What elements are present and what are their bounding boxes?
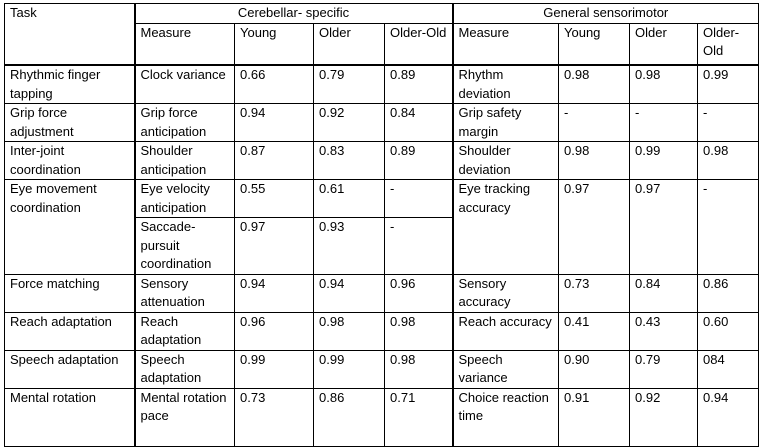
table-row — [5, 388, 759, 446]
cb-young-cell: 0.73 — [235, 388, 314, 446]
cb-older-old-cell: 0.84 — [385, 104, 453, 142]
table-row — [5, 350, 759, 388]
gs-older-old-cell: 0.98 — [698, 142, 759, 180]
gs-young-cell: 0.73 — [559, 274, 630, 312]
gs-older-old-header: Older-Old — [698, 23, 759, 65]
cb-young-cell: 0.97 — [235, 218, 314, 275]
cb-measure-cell: Grip force anticipation — [135, 104, 235, 142]
cb-young-cell: 0.96 — [235, 312, 314, 350]
gs-older-cell: 0.79 — [630, 350, 698, 388]
gs-measure-cell: Choice reaction time — [453, 388, 559, 446]
cb-young-cell: 0.55 — [235, 180, 314, 218]
gs-measure-cell: Grip safety margin — [453, 104, 559, 142]
gs-older-old-cell: 084 — [698, 350, 759, 388]
cb-older-old-cell: 0.89 — [385, 65, 453, 104]
gs-older-cell: - — [630, 104, 698, 142]
cb-young-header: Young — [235, 23, 314, 65]
gs-young-header: Young — [559, 23, 630, 65]
cb-measure-cell: Speech adaptation — [135, 350, 235, 388]
gs-older-cell: 0.99 — [630, 142, 698, 180]
gs-measure-cell: Reach accuracy — [453, 312, 559, 350]
cb-older-cell: 0.83 — [314, 142, 385, 180]
gs-older-old-cell: 0.86 — [698, 274, 759, 312]
cb-measure-cell: Clock variance — [135, 65, 235, 104]
task-cell: Rhythmic finger tapping — [5, 65, 135, 104]
cb-young-cell: 0.66 — [235, 65, 314, 104]
cb-measure-cell: Saccade-pursuit coordination — [135, 218, 235, 275]
cb-older-old-cell: 0.96 — [385, 274, 453, 312]
cb-young-cell: 0.94 — [235, 104, 314, 142]
task-cell: Inter-joint coordination — [5, 142, 135, 180]
gs-young-cell: 0.98 — [559, 142, 630, 180]
gs-older-cell: 0.43 — [630, 312, 698, 350]
cb-older-old-cell: - — [385, 180, 453, 218]
table-row — [5, 65, 759, 104]
task-cell: Speech adaptation — [5, 350, 135, 388]
gs-young-cell: 0.97 — [559, 180, 630, 275]
cb-older-cell: 0.61 — [314, 180, 385, 218]
gs-young-cell: 0.91 — [559, 388, 630, 446]
cb-older-old-cell: 0.98 — [385, 312, 453, 350]
cb-older-old-cell: 0.89 — [385, 142, 453, 180]
cb-young-cell: 0.99 — [235, 350, 314, 388]
gs-older-old-cell: 0.94 — [698, 388, 759, 446]
cb-measure-cell: Eye velocity anticipation — [135, 180, 235, 218]
gs-older-old-cell: 0.60 — [698, 312, 759, 350]
gs-older-cell: 0.97 — [630, 180, 698, 275]
cb-young-cell: 0.87 — [235, 142, 314, 180]
gs-young-cell: 0.41 — [559, 312, 630, 350]
task-cell: Force matching — [5, 274, 135, 312]
cb-older-cell: 0.93 — [314, 218, 385, 275]
task-cell: Reach adaptation — [5, 312, 135, 350]
cerebellar-group-header: Cerebellar- specific — [135, 4, 453, 24]
cb-older-cell: 0.79 — [314, 65, 385, 104]
cb-older-cell: 0.99 — [314, 350, 385, 388]
task-cell: Mental rotation — [5, 388, 135, 446]
general-group-header: General sensorimotor — [453, 4, 759, 24]
cb-measure-cell: Shoulder anticipation — [135, 142, 235, 180]
cb-older-old-cell: 0.98 — [385, 350, 453, 388]
cb-older-header: Older — [314, 23, 385, 65]
cb-measure-header: Measure — [135, 23, 235, 65]
gs-older-cell: 0.98 — [630, 65, 698, 104]
cb-measure-cell: Mental rotation pace — [135, 388, 235, 446]
results-table — [4, 3, 759, 447]
cb-young-cell: 0.94 — [235, 274, 314, 312]
gs-young-cell: - — [559, 104, 630, 142]
task-cell: Grip force adjustment — [5, 104, 135, 142]
gs-measure-cell: Sensory accuracy — [453, 274, 559, 312]
gs-older-cell: 0.84 — [630, 274, 698, 312]
table-row — [5, 274, 759, 312]
cb-older-old-header: Older-Old — [385, 23, 453, 65]
gs-older-old-cell: - — [698, 104, 759, 142]
gs-older-header: Older — [630, 23, 698, 65]
task-header: Task — [5, 4, 135, 24]
task-header-spacer — [5, 23, 135, 65]
gs-measure-cell: Shoulder deviation — [453, 142, 559, 180]
gs-young-cell: 0.98 — [559, 65, 630, 104]
cb-older-old-cell: - — [385, 218, 453, 275]
cb-older-cell: 0.86 — [314, 388, 385, 446]
cb-older-cell: 0.98 — [314, 312, 385, 350]
table-row — [5, 312, 759, 350]
gs-measure-cell: Eye tracking accuracy — [453, 180, 559, 275]
gs-measure-header: Measure — [453, 23, 559, 65]
cb-measure-cell: Reach adaptation — [135, 312, 235, 350]
gs-older-old-cell: 0.99 — [698, 65, 759, 104]
gs-young-cell: 0.90 — [559, 350, 630, 388]
gs-measure-cell: Rhythm deviation — [453, 65, 559, 104]
cb-measure-cell: Sensory attenuation — [135, 274, 235, 312]
gs-older-cell: 0.92 — [630, 388, 698, 446]
table-row — [5, 142, 759, 180]
cb-older-cell: 0.92 — [314, 104, 385, 142]
cb-older-old-cell: 0.71 — [385, 388, 453, 446]
gs-older-old-cell: - — [698, 180, 759, 275]
table-row — [5, 104, 759, 142]
cb-older-cell: 0.94 — [314, 274, 385, 312]
task-cell: Eye movement coordination — [5, 180, 135, 275]
gs-measure-cell: Speech variance — [453, 350, 559, 388]
table-row — [5, 180, 759, 218]
